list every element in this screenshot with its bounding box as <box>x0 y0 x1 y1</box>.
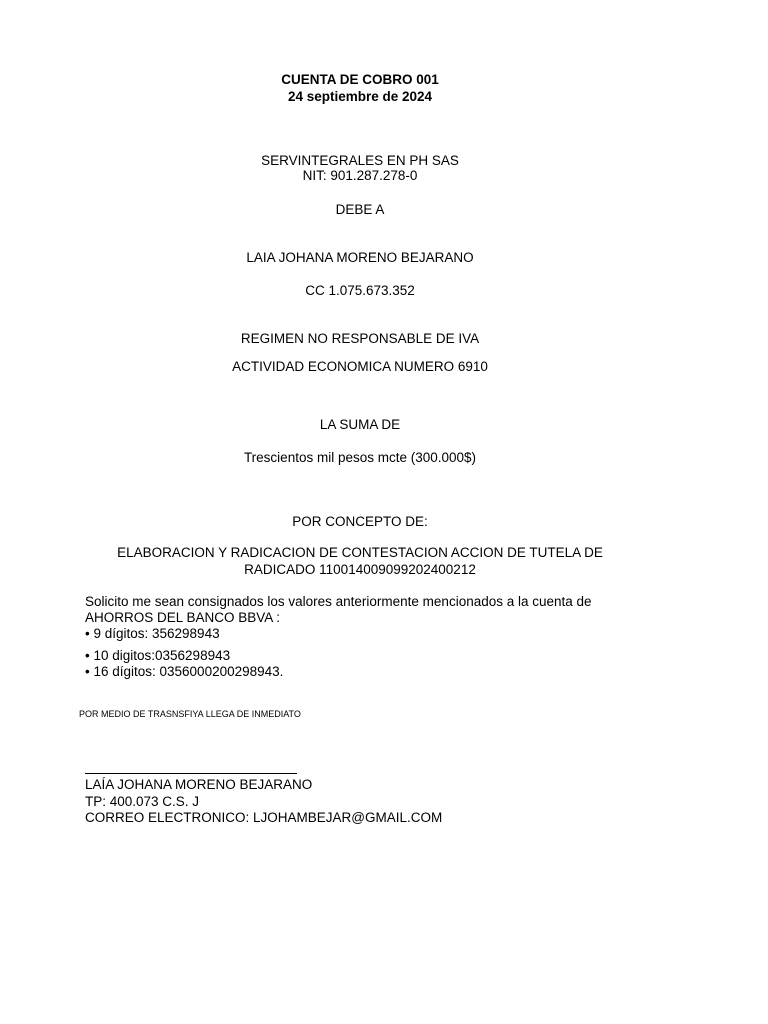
amount-value: Trescientos mil pesos mcte (300.000$) <box>243 450 477 465</box>
payment-request-line-1: Solicito me sean consignados los valores anteriormente mencionados a la cuenta de <box>85 594 592 609</box>
debe-a-label: DEBE A <box>335 202 385 217</box>
creditor-actividad: ACTIVIDAD ECONOMICA NUMERO 6910 <box>232 359 488 374</box>
creditor-regimen: REGIMEN NO RESPONSABLE DE IVA <box>240 331 480 346</box>
account-16-digits: • 16 dígitos: 0356000200298943. <box>85 664 284 679</box>
debtor-name: SERVINTEGRALES EN PH SAS <box>261 153 459 168</box>
transfiya-note: POR MEDIO DE TRASNSFIYA LLEGA DE INMEDIATO <box>79 709 301 719</box>
signature-tp: TP: 400.073 C.S. J <box>85 794 200 809</box>
signature-name: LAÍA JOHANA MORENO BEJARANO <box>85 777 313 792</box>
payment-request-line-2: AHORROS DEL BANCO BBVA : <box>85 610 281 625</box>
account-9-digits: • 9 dígitos: 356298943 <box>85 626 220 641</box>
document-date: 24 septiembre de 2024 <box>287 89 433 104</box>
concept-line-2: RADICADO 11001400909920240021​2 <box>244 562 476 577</box>
signature-line <box>85 773 297 774</box>
account-10-digits: • 10 digitos:0356298943 <box>85 648 231 663</box>
concept-label: POR CONCEPTO DE: <box>292 514 428 529</box>
amount-label: LA SUMA DE <box>319 417 401 432</box>
document-title: CUENTA DE COBRO 001 <box>281 72 439 87</box>
creditor-name: LAIA JOHANA MORENO BEJARANO <box>246 250 474 265</box>
signature-email: CORREO ELECTRONICO: LJOHAMBEJAR@GMAIL.COM <box>85 810 443 825</box>
creditor-cc: CC 1.075.673.352 <box>305 283 415 298</box>
debtor-nit: NIT: 901.287.278-0 <box>302 168 418 183</box>
concept-line-1: ELABORACION Y RADICACION DE CONTESTACION ACCION DE TUTELA DE <box>117 545 603 560</box>
